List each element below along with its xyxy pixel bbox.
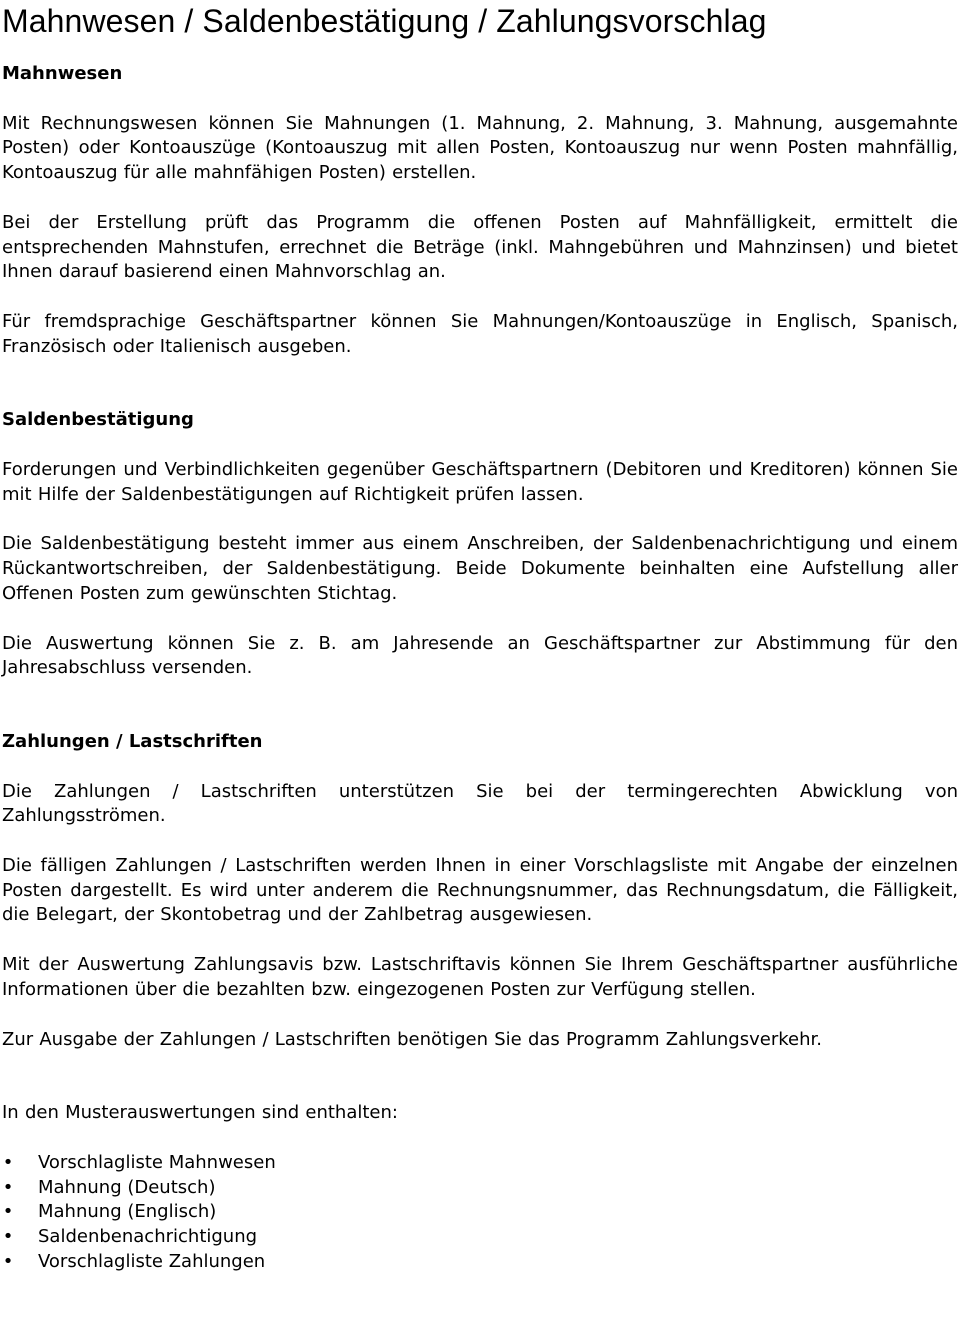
bullet-icon: • (2, 1176, 14, 1198)
list-item (2, 1200, 958, 1225)
bullet-icon: • (2, 1250, 14, 1272)
list-item-label: Mahnung (Deutsch) (38, 1176, 216, 1198)
paragraph: Mit der Auswertung Zahlungsavis bzw. Lastschriftavis können Sie Ihrem Geschäftspartner ausführliche Informationen über die bezahlten bzw. eingezogenen Posten zur Verfügung stellen. (2, 954, 958, 1000)
list-intro: In den Musterauswertungen sind enthalten: (2, 1102, 398, 1124)
bullet-icon: • (2, 1226, 14, 1248)
bullet-icon: • (2, 1201, 14, 1223)
section-saldenbestaetigung (2, 408, 958, 681)
document-page (2, 0, 958, 1275)
sample-reports-list (2, 1151, 958, 1275)
paragraph: Für fremdsprachige Geschäftspartner können Sie Mahnungen/Kontoauszüge in Englisch, Spanisch, Französisch oder Italienisch ausgeben. (2, 310, 958, 357)
list-item-label: Saldenbenachrichtigung (38, 1226, 258, 1248)
paragraph: Forderungen und Verbindlichkeiten gegenüber Geschäftspartnern (Debitoren und Kreditoren) können Sie mit Hilfe der Saldenbestätigungen auf Richtigkeit prüfen lassen. (2, 459, 958, 505)
paragraph: Die Saldenbestätigung besteht immer aus einem Anschreiben, der Saldenbenachrichtigung und einem Rückantwortschreiben, der Saldenbestätigung. Beide Dokumente beinhalten eine Aufstellung aller Offenen Posten zum gewünschten Stichtag. (2, 533, 958, 604)
section-musterauswertungen (2, 1101, 958, 1274)
section-heading-mahnwesen: Mahnwesen (2, 63, 123, 84)
list-item (2, 1176, 958, 1201)
list-item (2, 1151, 958, 1176)
paragraph: Mit Rechnungswesen können Sie Mahnungen (1. Mahnung, 2. Mahnung, 3. Mahnung, ausgemahnte Posten) oder Kontoauszüge (Kontoauszug mit allen Posten, Kontoauszug nur wenn Posten mahnfällig, Kontoauszug für alle mahnfähigen Posten) erstellen. (2, 112, 958, 184)
paragraph: Die fälligen Zahlungen / Lastschriften werden Ihnen in einer Vorschlagsliste mit Angabe der einzelnen Posten dargestellt. Es wird unter anderem die Rechnungsnummer, das Rechnungsdatum, die Fälligkeit, die Belegart, der Skontobetrag und der Zahlbetrag ausgewiesen. (2, 855, 958, 926)
page-title: Mahnwesen / Saldenbestätigung / Zahlungsvorschlag (2, 3, 767, 39)
bullet-icon: • (2, 1151, 14, 1173)
list-item (2, 1225, 958, 1250)
paragraph: Zur Ausgabe der Zahlungen / Lastschriften benötigen Sie das Programm Zahlungsverkehr. (2, 1028, 822, 1050)
list-item-label: Mahnung (Englisch) (38, 1201, 217, 1223)
paragraph: Bei der Erstellung prüft das Programm die offenen Posten auf Mahnfälligkeit, ermittelt die entsprechenden Mahnstufen, errechnet die Beträge (inkl. Mahngebühren und Mahnzinsen) und bietet Ihnen darauf basierend einen Mahnvorschlag an. (2, 211, 958, 283)
paragraph: Die Auswertung können Sie z. B. am Jahresende an Geschäftspartner zur Abstimmung für den Jahresabschluss versenden. (2, 632, 958, 679)
paragraph: Die Zahlungen / Lastschriften unterstützen Sie bei der termingerechten Abwicklung von Zahlungsströmen. (2, 780, 958, 827)
section-mahnwesen (2, 62, 958, 359)
list-item-label: Vorschlagliste Mahnwesen (38, 1151, 276, 1173)
section-heading-saldenbestaetigung: Saldenbestätigung (2, 409, 194, 431)
list-item-label: Vorschlagliste Zahlungen (38, 1250, 266, 1272)
list-item (2, 1250, 958, 1275)
section-heading-zahlungen: Zahlungen / Lastschriften (2, 730, 263, 752)
section-zahlungen-lastschriften (2, 730, 958, 1052)
